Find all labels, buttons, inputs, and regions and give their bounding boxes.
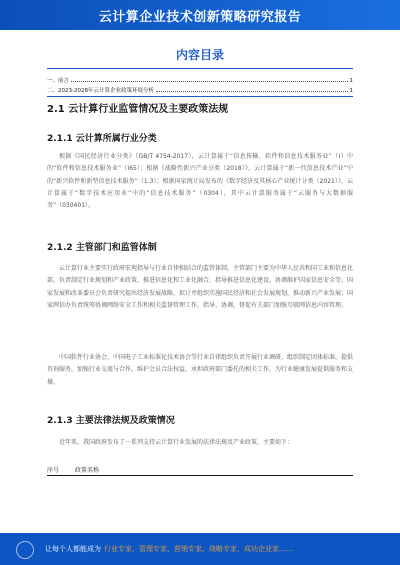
section-heading-2-1: 2.1 云计算行业监管情况及主要政策法规 — [47, 104, 229, 115]
toc-item-1[interactable] — [47, 74, 353, 84]
footer-lead: 让每个人都能成为 — [45, 545, 101, 553]
section-heading-2-1-3: 2.1.3 主要法律法规及政策情况 — [47, 416, 175, 426]
section-heading-2-1-2: 2.1.2 主管部门和监管体制 — [47, 243, 157, 253]
toc-item-label: 二、2023-2028年云计算企业政策环境分析 — [47, 88, 154, 94]
report-header-bar — [0, 0, 400, 30]
table-col-name: 政策名称 — [75, 466, 100, 474]
toc-bottom-rule — [47, 96, 353, 97]
footer-circle-decoration — [16, 541, 34, 559]
toc-item-page: 1 — [349, 88, 353, 94]
section-heading-2-1-1: 2.1.1 云计算所属行业分类 — [47, 134, 157, 144]
toc-item-page: 1 — [349, 78, 353, 84]
footer-highlight: 行业专家、管理专家、营销专家、战略专家、成功企业家…… — [104, 545, 293, 553]
paragraph-industry-associations: 中国软件行业协会、中国电子工业标准化技术协会等行业自律组织负责开展行业调研，组织制定团体标准，提供咨询服务，加强行业交流与合作，维护会员合法权益，承担政府部门委托的相关工作，为行业健康发展提供服务和支撑。 — [47, 354, 353, 386]
report-title: 云计算企业技术创新策略研究报告 — [98, 9, 302, 25]
paragraph-policy-intro: 近年来，我国政府发布了一系列支持云计算行业发展的法律法规及产业政策，主要如下： — [59, 439, 294, 446]
policy-table-header — [47, 463, 353, 476]
footer-banner — [0, 533, 400, 565]
toc-leader-dots — [71, 81, 347, 82]
toc-title: 内容目录 — [175, 48, 224, 62]
toc-leader-dots — [156, 91, 348, 92]
table-col-no: 序号 — [47, 466, 60, 474]
toc-top-rule — [47, 68, 353, 69]
toc-item-2[interactable] — [47, 84, 353, 94]
paragraph-regulatory-authority: 云计算行业主要实行政府宏观指导与行业自律相结合的监管体制，主管部门主要为中华人民共和国工业和信息化部，负责制定行业规划和产业政策，推进信息化和工业化融合，指导推进信息化建设，协调维护国家信息安全等；国家发展和改革委员会负责研究提出经济发展战略，拟订并组织实施国民经济和社会发展规划，推动新兴产业发展；国家网信办负责统筹协调网络安全工作和相关监督管理工作，指导、协调、督促有关部门加强互联网信息内容管理。 — [47, 265, 353, 309]
toc-item-label: 一、前言 — [47, 78, 70, 84]
paragraph-industry-classification: 根据《国民经济行业分类》（GB/T 4754-2017），云计算属于“信息传输、软件和信息技术服务业”（I）中的“软件和信息技术服务业”（I65）；根据《战略性新兴产业分类（2018）》，云计算属于“新一代信息技术产业”中的“新兴软件和新型信息技术服务”（1.3）；根据国家统计局发布的《数字经济及其核心产业统计分类（2021）》，云计算属于“数字技术应用业”中的“信息技术服务”（0304），其中云计算服务属于“云服务与大数据服务”（030401）。 — [47, 153, 353, 210]
